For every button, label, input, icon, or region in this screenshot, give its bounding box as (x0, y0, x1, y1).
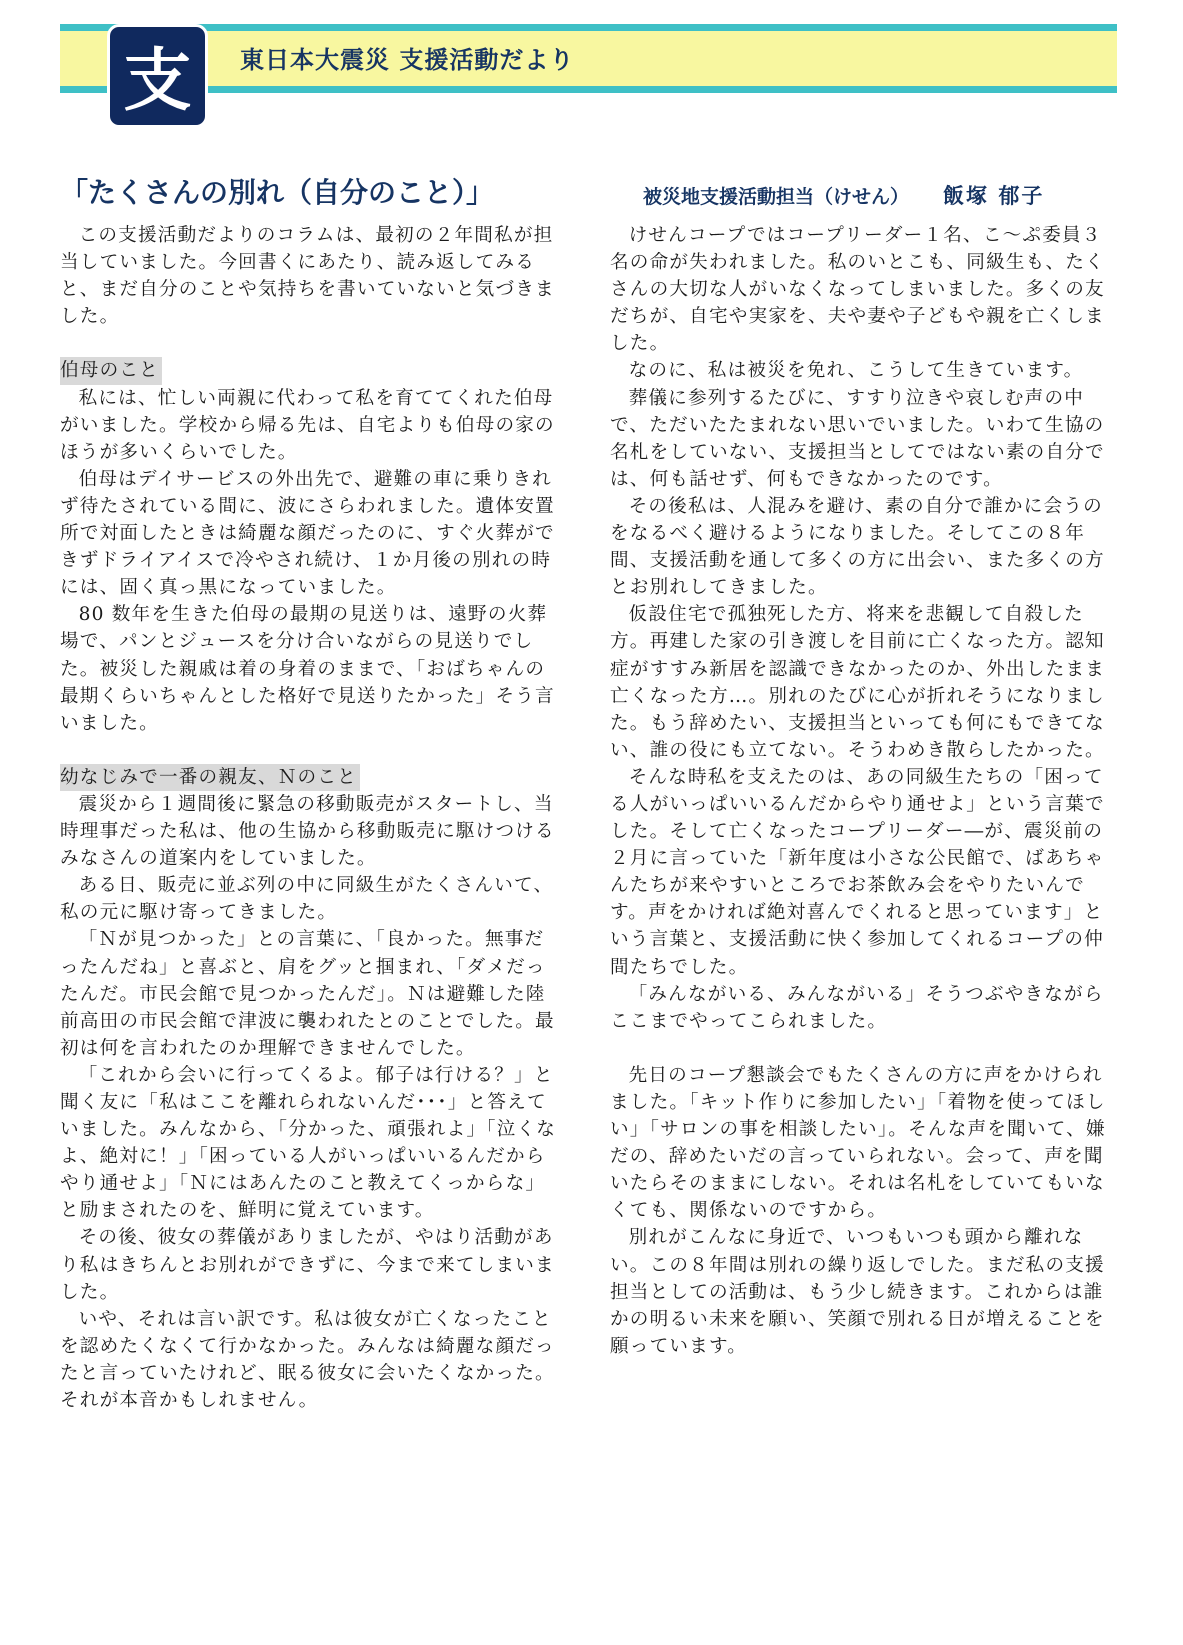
paragraph: 先日のコープ懇談会でもたくさんの方に声をかけられました。「キット作りに参加したい」「着物を使ってほしい」「サロンの事を相談したい」。そんな声を聞いて、嫌だの、辞めたいだの言っていられない。会って、声を聞いたらそのままにしない。それは名札をしていてもいなくても、関係ないのですから。 (610, 1064, 1106, 1222)
section-heading-aunt: 伯母のこと (60, 357, 162, 384)
banner-bar (60, 24, 1117, 93)
paragraph: そんな時私を支えたのは、あの同級生たちの「困ってる人がいっぱいいるんだからやり通せよ」という言葉でした。そして亡くなったコープリーダー―が、震災前の２月に言っていた「新年度は小さな公民館で、ばあちゃんたちが来やすいところでお茶飲み会をやりたいんです。声をかければ絶対喜んでくれると思っています」という言葉と、支援活動に快く参加してくれるコープの仲間たちでした。 (610, 766, 1105, 978)
paragraph: 私には、忙しい両親に代わって私を育ててくれた伯母がいました。学校から帰る先は、自宅よりも伯母の家のほうが多いくらいでした。 (60, 387, 555, 463)
logo-icon (107, 24, 208, 128)
paragraph: 伯母はデイサービスの外出先で、避難の車に乗りきれず待たされている間に、波にさらわれました。遺体安置所で対面したときは綺麗な顔だったのに、すぐ火葬ができずドライアイスで冷やされ続け、１か月後の別れの時には、固く真っ黒になっていました。 (60, 468, 555, 599)
right-column (610, 222, 1115, 1360)
article-headline: 「たくさんの別れ（自分のこと）」 (60, 176, 495, 209)
spacer (610, 1035, 1115, 1062)
byline-author: 飯塚 郁子 (943, 184, 1045, 208)
paragraph: 別れがこんなに身近で、いつもいつも頭から離れない。この８年間は別れの繰り返しでした。まだ私の支援担当としての活動は、もう少し続きます。これからは誰かの明るい未来を願い、笑顔で別れる日が増えることを願っています。 (610, 1227, 1105, 1357)
left-column (60, 222, 560, 1414)
spacer (60, 737, 560, 764)
paragraph: その後私は、人混みを避け、素の自分で誰かに会うのをなるべく避けるようになりました。そしてこの８年間、支援活動を通して多くの方に出会い、また多くの方とお別れしてきました。 (610, 495, 1105, 599)
intro-paragraph: この支援活動だよりのコラムは、最初の２年間私が担当していました。今回書くにあたり、読み返してみると、まだ自分のことや気持ちを書いていないと気づきました。 (60, 225, 555, 328)
paragraph: 80 数年を生きた伯母の最期の見送りは、遠野の火葬場で、パンとジュースを分け合いながらの見送りでした。被災した親戚は着の身着のままで、「おばちゃんの最期くらいちゃんとした格好で見送りたかった」そう言いました。 (60, 604, 555, 734)
paragraph: 葬儀に参列するたびに、すすり泣きや哀しむ声の中で、ただいたたまれない思いでいました。いわて生協の名札をしていない、支援担当としてではない素の自分では、何も話せず、何もできなかったのです。 (610, 387, 1105, 490)
banner-title: 東日本大震災 支援活動だより (240, 46, 575, 74)
paragraph: 仮設住宅で孤独死した方、将来を悲観して自殺した方。再建した家の引き渡しを目前に亡くなった方。認知症がすすみ新居を認識できなかったのか、外出したまま亡くなった方…。別れのたびに心が折れそうになりました。もう辞めたい、支援担当といっても何にもできてない、誰の役にも立てない。そうわめき散らしたかった。 (610, 604, 1106, 761)
logo-char: 支 (123, 42, 192, 121)
paragraph: 「みんながいる、みんながいる」そうつぶやきながらここまでやってこられました。 (610, 983, 1104, 1032)
byline-role: 被災地支援活動担当（けせん） (643, 186, 910, 208)
paragraph: なのに、私は被災を免れ、こうして生きています。 (628, 360, 1084, 382)
paragraph: その後、彼女の葬儀がありましたが、やはり活動があり私はきちんとお別れができずに、今まで来てしまいました。 (60, 1227, 555, 1303)
newsletter-banner (60, 24, 1117, 121)
paragraph: 「Ｎが見つかった」との言葉に、「良かった。無事だったんだね」と喜ぶと、肩をグッと掴まれ、「ダメだったんだ。市民会館で見つかったんだ」。Ｎは避難した陸前高田の市民会館で津波に襲われたとのことでした。最初は何を言われたのか理解できませんでした。 (60, 929, 555, 1059)
spacer (60, 330, 560, 357)
paragraph: いや、それは言い訳です。私は彼女が亡くなったことを認めたくなくて行かなかった。みんなは綺麗な顔だったと言っていたけれど、眠る彼女に会いたくなかった。それが本音かもしれません。 (60, 1308, 555, 1412)
paragraph: けせんコープではコープリーダー１名、こ～ぷ委員３名の命が失われました。私のいとこも、同級生も、たくさんの大切な人がいなくなってしまいました。多くの友だちが、自宅や実家を、夫や妻や子どもや親を亡くしました。 (610, 225, 1105, 355)
article-byline (643, 180, 1044, 210)
paragraph: 「これから会いに行ってくるよ。郁子は行ける？」と聞く友に「私はここを離れられないんだ･･･」と答えていました。みんなから、「分かった、頑張れよ」「泣くなよ、絶対に！」「困っている人がいっぱいいるんだからやり通せよ」「Ｎにはあんたのこと教えてくっからな」と励まされたのを、鮮明に覚えています。 (60, 1064, 557, 1222)
section-heading-friend: 幼なじみで一番の親友、Ｎのこと (60, 764, 360, 791)
paragraph: ある日、販売に並ぶ列の中に同級生がたくさんいて、私の元に駆け寄ってきました。 (60, 875, 554, 924)
paragraph: 震災から１週間後に緊急の移動販売がスタートし、当時理事だった私は、他の生協から移動販売に駆けつけるみなさんの道案内をしていました。 (60, 793, 555, 870)
